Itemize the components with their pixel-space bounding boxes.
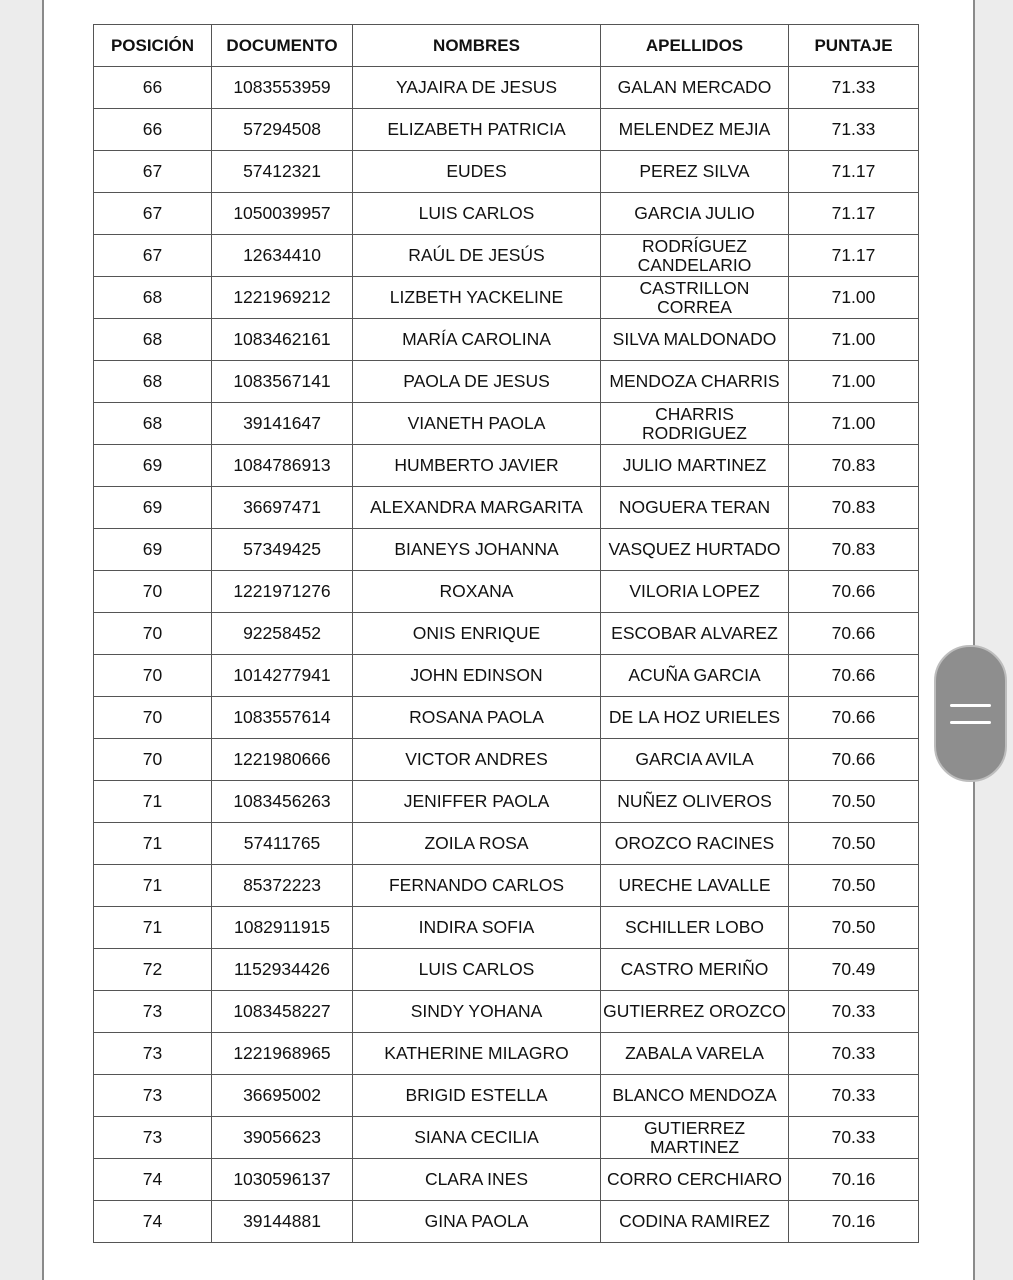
cell-puntaje: 70.50 — [789, 865, 919, 907]
table-row — [94, 487, 919, 529]
cell-puntaje: 70.50 — [789, 823, 919, 865]
table-row — [94, 907, 919, 949]
header-puntaje: PUNTAJE — [789, 25, 919, 67]
table-row — [94, 823, 919, 865]
table-row — [94, 655, 919, 697]
cell-puntaje: 70.66 — [789, 739, 919, 781]
cell-documento: 12634410 — [212, 235, 353, 277]
table-row — [94, 781, 919, 823]
cell-nombres: EUDES — [353, 151, 601, 193]
cell-nombres: CLARA INES — [353, 1159, 601, 1201]
cell-posicion: 73 — [94, 1117, 212, 1159]
cell-apellidos: SILVA MALDONADO — [601, 319, 789, 361]
cell-apellidos: GALAN MERCADO — [601, 67, 789, 109]
cell-posicion: 70 — [94, 571, 212, 613]
cell-documento: 57294508 — [212, 109, 353, 151]
cell-nombres: JOHN EDINSON — [353, 655, 601, 697]
table-row — [94, 109, 919, 151]
cell-nombres: ZOILA ROSA — [353, 823, 601, 865]
cell-documento: 1083458227 — [212, 991, 353, 1033]
header-posicion: POSICIÓN — [94, 25, 212, 67]
cell-posicion: 66 — [94, 67, 212, 109]
table-row — [94, 865, 919, 907]
cell-puntaje: 70.33 — [789, 991, 919, 1033]
cell-nombres: VICTOR ANDRES — [353, 739, 601, 781]
cell-nombres: VIANETH PAOLA — [353, 403, 601, 445]
cell-apellidos: ACUÑA GARCIA — [601, 655, 789, 697]
cell-posicion: 69 — [94, 529, 212, 571]
cell-nombres: ROSANA PAOLA — [353, 697, 601, 739]
table-row — [94, 991, 919, 1033]
cell-puntaje: 70.66 — [789, 613, 919, 655]
cell-puntaje: 71.33 — [789, 67, 919, 109]
cell-apellidos: CASTRILLON CORREA — [601, 277, 789, 319]
cell-nombres: FERNANDO CARLOS — [353, 865, 601, 907]
cell-posicion: 73 — [94, 991, 212, 1033]
cell-puntaje: 70.49 — [789, 949, 919, 991]
cell-apellidos: MELENDEZ MEJIA — [601, 109, 789, 151]
cell-posicion: 72 — [94, 949, 212, 991]
scroll-handle[interactable] — [934, 645, 1007, 782]
cell-documento: 1082911915 — [212, 907, 353, 949]
cell-posicion: 68 — [94, 361, 212, 403]
cell-apellidos: ESCOBAR ALVAREZ — [601, 613, 789, 655]
cell-apellidos: GARCIA AVILA — [601, 739, 789, 781]
cell-apellidos: RODRÍGUEZ CANDELARIO — [601, 235, 789, 277]
cell-apellidos: VILORIA LOPEZ — [601, 571, 789, 613]
cell-documento: 1221969212 — [212, 277, 353, 319]
cell-puntaje: 70.66 — [789, 697, 919, 739]
cell-apellidos: OROZCO RACINES — [601, 823, 789, 865]
cell-nombres: ELIZABETH PATRICIA — [353, 109, 601, 151]
cell-puntaje: 70.50 — [789, 907, 919, 949]
cell-apellidos: NOGUERA TERAN — [601, 487, 789, 529]
cell-puntaje: 70.16 — [789, 1201, 919, 1243]
cell-nombres: SIANA CECILIA — [353, 1117, 601, 1159]
cell-nombres: KATHERINE MILAGRO — [353, 1033, 601, 1075]
cell-posicion: 67 — [94, 235, 212, 277]
results-table — [93, 24, 919, 1243]
cell-documento: 1050039957 — [212, 193, 353, 235]
table-body — [94, 67, 919, 1243]
cell-apellidos: VASQUEZ HURTADO — [601, 529, 789, 571]
cell-puntaje: 70.16 — [789, 1159, 919, 1201]
cell-nombres: LIZBETH YACKELINE — [353, 277, 601, 319]
cell-nombres: ROXANA — [353, 571, 601, 613]
header-row — [94, 25, 919, 67]
cell-apellidos: DE LA HOZ URIELES — [601, 697, 789, 739]
table-row — [94, 739, 919, 781]
cell-puntaje: 71.00 — [789, 361, 919, 403]
cell-apellidos: CORRO CERCHIARO — [601, 1159, 789, 1201]
table-row — [94, 697, 919, 739]
table-row — [94, 529, 919, 571]
table-row — [94, 571, 919, 613]
cell-nombres: LUIS CARLOS — [353, 949, 601, 991]
cell-documento: 1083553959 — [212, 67, 353, 109]
cell-apellidos: PEREZ SILVA — [601, 151, 789, 193]
cell-puntaje: 71.17 — [789, 235, 919, 277]
cell-documento: 1083462161 — [212, 319, 353, 361]
header-nombres: NOMBRES — [353, 25, 601, 67]
table-row — [94, 319, 919, 361]
cell-documento: 1221980666 — [212, 739, 353, 781]
cell-posicion: 67 — [94, 193, 212, 235]
cell-puntaje: 70.66 — [789, 655, 919, 697]
cell-nombres: BRIGID ESTELLA — [353, 1075, 601, 1117]
cell-puntaje: 70.33 — [789, 1033, 919, 1075]
table-row — [94, 67, 919, 109]
cell-nombres: MARÍA CAROLINA — [353, 319, 601, 361]
cell-puntaje: 70.66 — [789, 571, 919, 613]
cell-apellidos: CASTRO MERIÑO — [601, 949, 789, 991]
table-row — [94, 1033, 919, 1075]
cell-puntaje: 70.83 — [789, 445, 919, 487]
cell-apellidos: JULIO MARTINEZ — [601, 445, 789, 487]
cell-apellidos: MENDOZA CHARRIS — [601, 361, 789, 403]
cell-nombres: RAÚL DE JESÚS — [353, 235, 601, 277]
cell-posicion: 68 — [94, 277, 212, 319]
cell-documento: 1221968965 — [212, 1033, 353, 1075]
cell-documento: 36695002 — [212, 1075, 353, 1117]
cell-nombres: JENIFFER PAOLA — [353, 781, 601, 823]
cell-apellidos: SCHILLER LOBO — [601, 907, 789, 949]
table-row — [94, 1201, 919, 1243]
cell-posicion: 71 — [94, 865, 212, 907]
cell-puntaje: 70.33 — [789, 1075, 919, 1117]
cell-nombres: GINA PAOLA — [353, 1201, 601, 1243]
table-row — [94, 277, 919, 319]
cell-nombres: YAJAIRA DE JESUS — [353, 67, 601, 109]
cell-apellidos: URECHE LAVALLE — [601, 865, 789, 907]
cell-posicion: 70 — [94, 739, 212, 781]
cell-documento: 1014277941 — [212, 655, 353, 697]
cell-apellidos: BLANCO MENDOZA — [601, 1075, 789, 1117]
header-apellidos: APELLIDOS — [601, 25, 789, 67]
header-documento: DOCUMENTO — [212, 25, 353, 67]
table-row — [94, 613, 919, 655]
cell-apellidos: GUTIERREZ OROZCO — [601, 991, 789, 1033]
cell-puntaje: 70.50 — [789, 781, 919, 823]
cell-puntaje: 70.33 — [789, 1117, 919, 1159]
cell-posicion: 73 — [94, 1033, 212, 1075]
cell-puntaje: 70.83 — [789, 487, 919, 529]
cell-documento: 1152934426 — [212, 949, 353, 991]
table-row — [94, 949, 919, 991]
cell-posicion: 70 — [94, 655, 212, 697]
cell-documento: 36697471 — [212, 487, 353, 529]
cell-documento: 1083557614 — [212, 697, 353, 739]
cell-posicion: 69 — [94, 445, 212, 487]
cell-documento: 39056623 — [212, 1117, 353, 1159]
table-row — [94, 235, 919, 277]
cell-apellidos: GUTIERREZ MARTINEZ — [601, 1117, 789, 1159]
cell-nombres: PAOLA DE JESUS — [353, 361, 601, 403]
cell-puntaje: 71.00 — [789, 403, 919, 445]
cell-nombres: BIANEYS JOHANNA — [353, 529, 601, 571]
cell-puntaje: 71.00 — [789, 277, 919, 319]
cell-posicion: 70 — [94, 613, 212, 655]
table-row — [94, 361, 919, 403]
cell-nombres: SINDY YOHANA — [353, 991, 601, 1033]
cell-documento: 57349425 — [212, 529, 353, 571]
cell-apellidos: CHARRIS RODRIGUEZ — [601, 403, 789, 445]
cell-documento: 39141647 — [212, 403, 353, 445]
cell-puntaje: 71.17 — [789, 151, 919, 193]
cell-posicion: 74 — [94, 1159, 212, 1201]
cell-posicion: 71 — [94, 823, 212, 865]
table-row — [94, 193, 919, 235]
cell-documento: 1083567141 — [212, 361, 353, 403]
cell-puntaje: 71.33 — [789, 109, 919, 151]
cell-nombres: HUMBERTO JAVIER — [353, 445, 601, 487]
cell-posicion: 66 — [94, 109, 212, 151]
cell-documento: 85372223 — [212, 865, 353, 907]
cell-nombres: ALEXANDRA MARGARITA — [353, 487, 601, 529]
cell-puntaje: 71.00 — [789, 319, 919, 361]
cell-posicion: 71 — [94, 781, 212, 823]
cell-posicion: 69 — [94, 487, 212, 529]
table-row — [94, 1117, 919, 1159]
cell-nombres: ONIS ENRIQUE — [353, 613, 601, 655]
cell-documento: 1084786913 — [212, 445, 353, 487]
table-row — [94, 445, 919, 487]
cell-posicion: 74 — [94, 1201, 212, 1243]
cell-apellidos: GARCIA JULIO — [601, 193, 789, 235]
table-row — [94, 151, 919, 193]
cell-apellidos: NUÑEZ OLIVEROS — [601, 781, 789, 823]
cell-posicion: 70 — [94, 697, 212, 739]
cell-nombres: INDIRA SOFIA — [353, 907, 601, 949]
cell-puntaje: 70.83 — [789, 529, 919, 571]
cell-apellidos: ZABALA VARELA — [601, 1033, 789, 1075]
cell-nombres: LUIS CARLOS — [353, 193, 601, 235]
cell-documento: 39144881 — [212, 1201, 353, 1243]
cell-posicion: 73 — [94, 1075, 212, 1117]
cell-puntaje: 71.17 — [789, 193, 919, 235]
cell-posicion: 67 — [94, 151, 212, 193]
cell-documento: 57411765 — [212, 823, 353, 865]
table-row — [94, 1075, 919, 1117]
cell-posicion: 71 — [94, 907, 212, 949]
cell-documento: 1221971276 — [212, 571, 353, 613]
cell-documento: 57412321 — [212, 151, 353, 193]
cell-apellidos: CODINA RAMIREZ — [601, 1201, 789, 1243]
table-row — [94, 1159, 919, 1201]
cell-posicion: 68 — [94, 403, 212, 445]
cell-documento: 1083456263 — [212, 781, 353, 823]
cell-documento: 92258452 — [212, 613, 353, 655]
cell-posicion: 68 — [94, 319, 212, 361]
table-row — [94, 403, 919, 445]
cell-documento: 1030596137 — [212, 1159, 353, 1201]
